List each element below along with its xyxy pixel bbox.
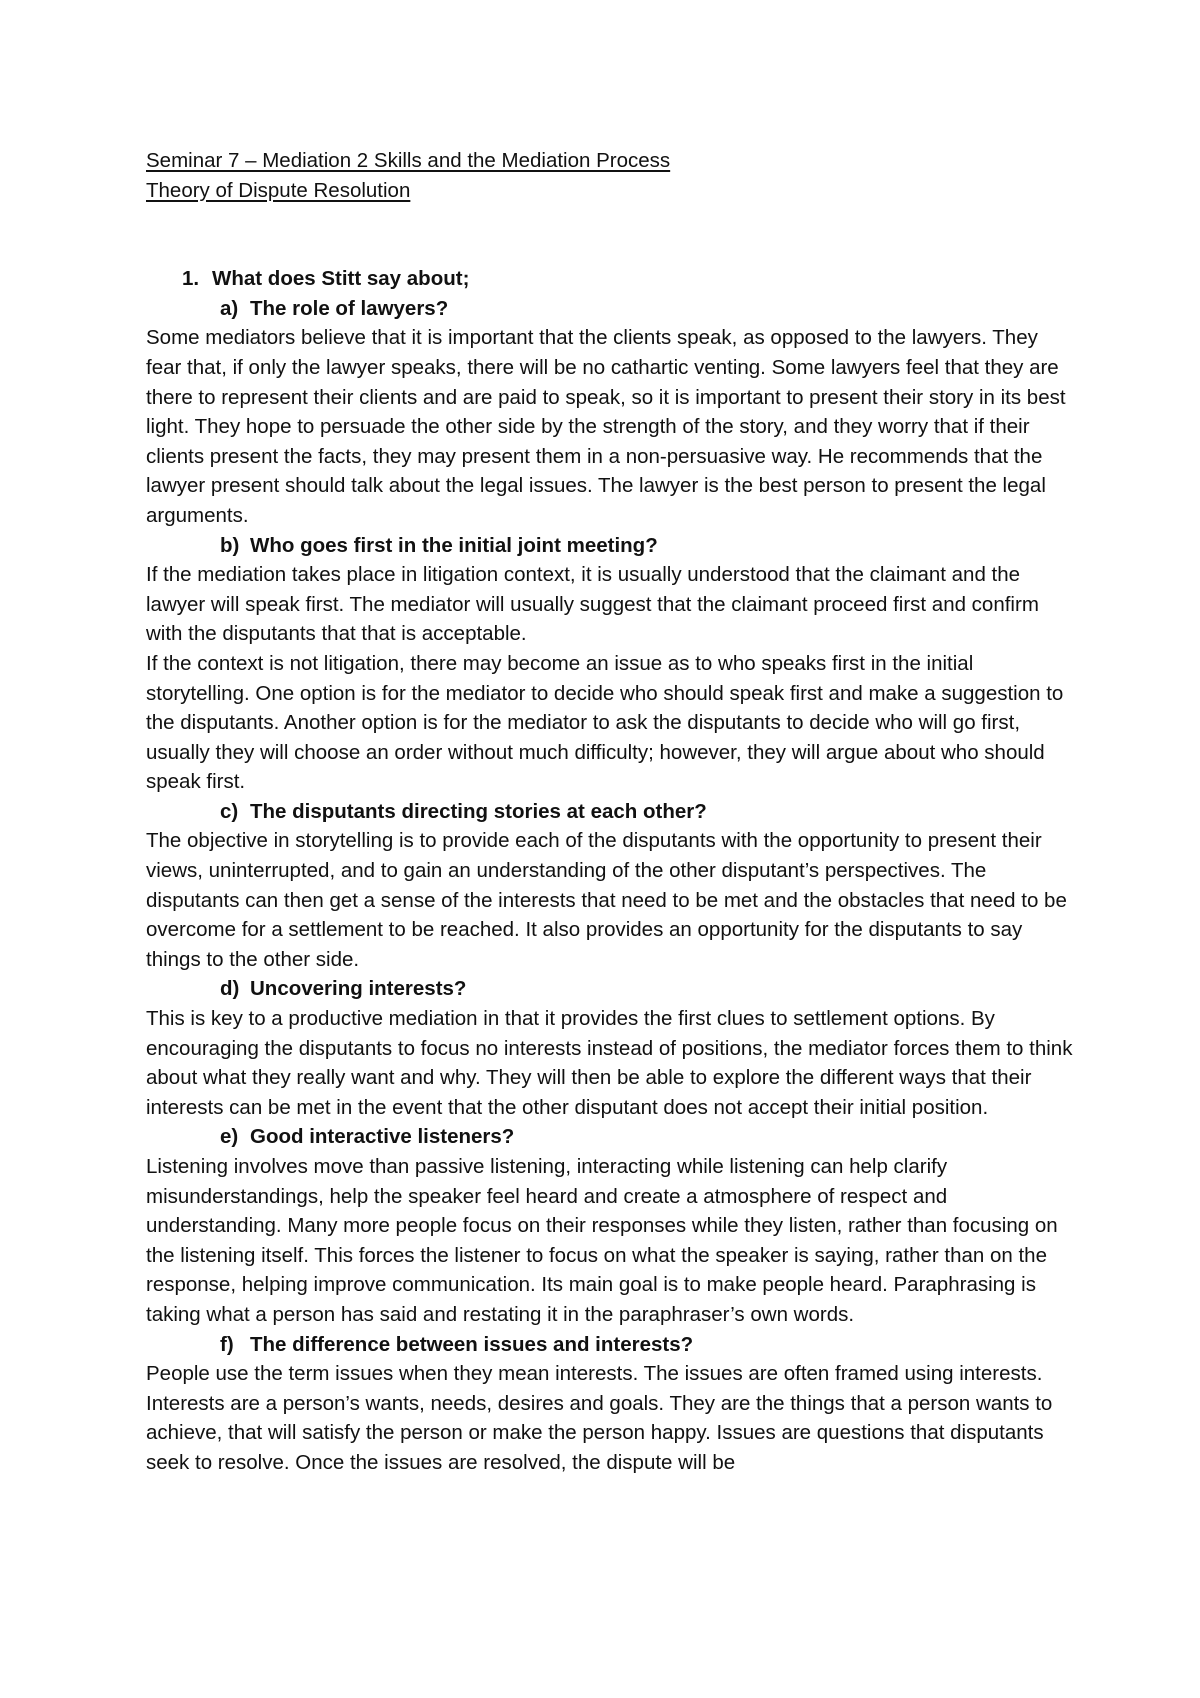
- question-heading: [146, 264, 1076, 294]
- paragraph: Listening involves move than passive listening, interacting while listening can help clarify misunderstandings, help the speaker feel heard and create a atmosphere of respect and understanding. Many more people focus on their responses while they listen, rather than focusing on the listening itself. This forces the listener to focus on what the speaker is saying, rather than on the response, helping improve communication. Its main goal is to make people heard. Paraphrasing is taking what a person has said and restating it in the paraphraser’s own words.: [146, 1155, 1058, 1326]
- question-number: 1.: [182, 267, 200, 291]
- section-letter: b): [220, 533, 240, 557]
- section-letter: f): [220, 1332, 234, 1356]
- document-page: [146, 146, 1076, 1478]
- paragraph: If the context is not litigation, there may become an issue as to who speaks first in the initial storytelling. One option is for the mediator to decide who should speak first and make a suggestion to the disputants. Another option is for the mediator to ask the disputants to decide who will go first, usually they will choose an order without much difficulty; however, they will argue about who should speak first.: [146, 651, 1064, 794]
- spacer: [146, 205, 1076, 264]
- section-heading-text: The role of lawyers?: [250, 296, 449, 320]
- section-heading-e: [146, 1122, 1076, 1152]
- section-heading-c: [146, 797, 1076, 827]
- paragraph: The objective in storytelling is to provide each of the disputants with the opportunity to present their views, uninterrupted, and to gain an understanding of the other disputant’s perspectives. The disputants can then get a sense of the interests that need to be met and the obstacles that need to be overcome for a settlement to be reached. It also provides an opportunity for the disputants to say things to the other side.: [146, 829, 1067, 971]
- section-letter: e): [220, 1125, 239, 1149]
- paragraph: This is key to a productive mediation in that it provides the first clues to settlement options. By encouraging the disputants to focus no interests instead of positions, the mediator forces them to think about what they really want and why. They will then be able to explore the different ways that their interests can be met in the event that the other disputant does not accept their initial position.: [146, 1007, 1073, 1119]
- section-letter: a): [220, 296, 239, 320]
- paragraph: If the mediation takes place in litigation context, it is usually understood that the claimant and the lawyer will speak first. The mediator will usually suggest that the claimant proceed first and confirm with the disputants that that is acceptable.: [146, 563, 1039, 646]
- section-letter: d): [220, 977, 240, 1001]
- paragraph: Some mediators believe that it is important that the clients speak, as opposed to the lawyers. They fear that, if only the lawyer speaks, there will be no cathartic venting. Some lawyers feel that they are there to represent their clients and are paid to speak, so it is important to present their story in its best light. They hope to persuade the other side by the strength of the story, and they worry that if their clients present the facts, they may present them in a non-persuasive way. He recommends that the lawyer present should talk about the legal issues. The lawyer is the best person to present the legal arguments.: [146, 326, 1066, 527]
- document-subtitle: Theory of Dispute Resolution: [146, 178, 411, 202]
- section-heading-text: Uncovering interests?: [250, 977, 467, 1001]
- section-heading-text: The disputants directing stories at each other?: [250, 799, 707, 823]
- section-heading-text: Who goes first in the initial joint meeting?: [250, 533, 658, 557]
- section-heading-d: [146, 974, 1076, 1004]
- section-letter: c): [220, 799, 239, 823]
- section-heading-f: [146, 1330, 1076, 1360]
- section-heading-a: [146, 294, 1076, 324]
- section-heading-b: [146, 531, 1076, 561]
- section-heading-text: The difference between issues and interests?: [250, 1332, 694, 1356]
- paragraph: People use the term issues when they mean interests. The issues are often framed using interests. Interests are a person’s wants, needs, desires and goals. They are the things that a person wants to achieve, that will satisfy the person or make the person happy. Issues are questions that disputants seek to resolve. Once the issues are resolved, the dispute will be: [146, 1362, 1053, 1474]
- section-heading-text: Good interactive listeners?: [250, 1125, 515, 1149]
- document-title: Seminar 7 – Mediation 2 Skills and the Mediation Process: [146, 149, 671, 172]
- question-text: What does Stitt say about;: [212, 267, 470, 291]
